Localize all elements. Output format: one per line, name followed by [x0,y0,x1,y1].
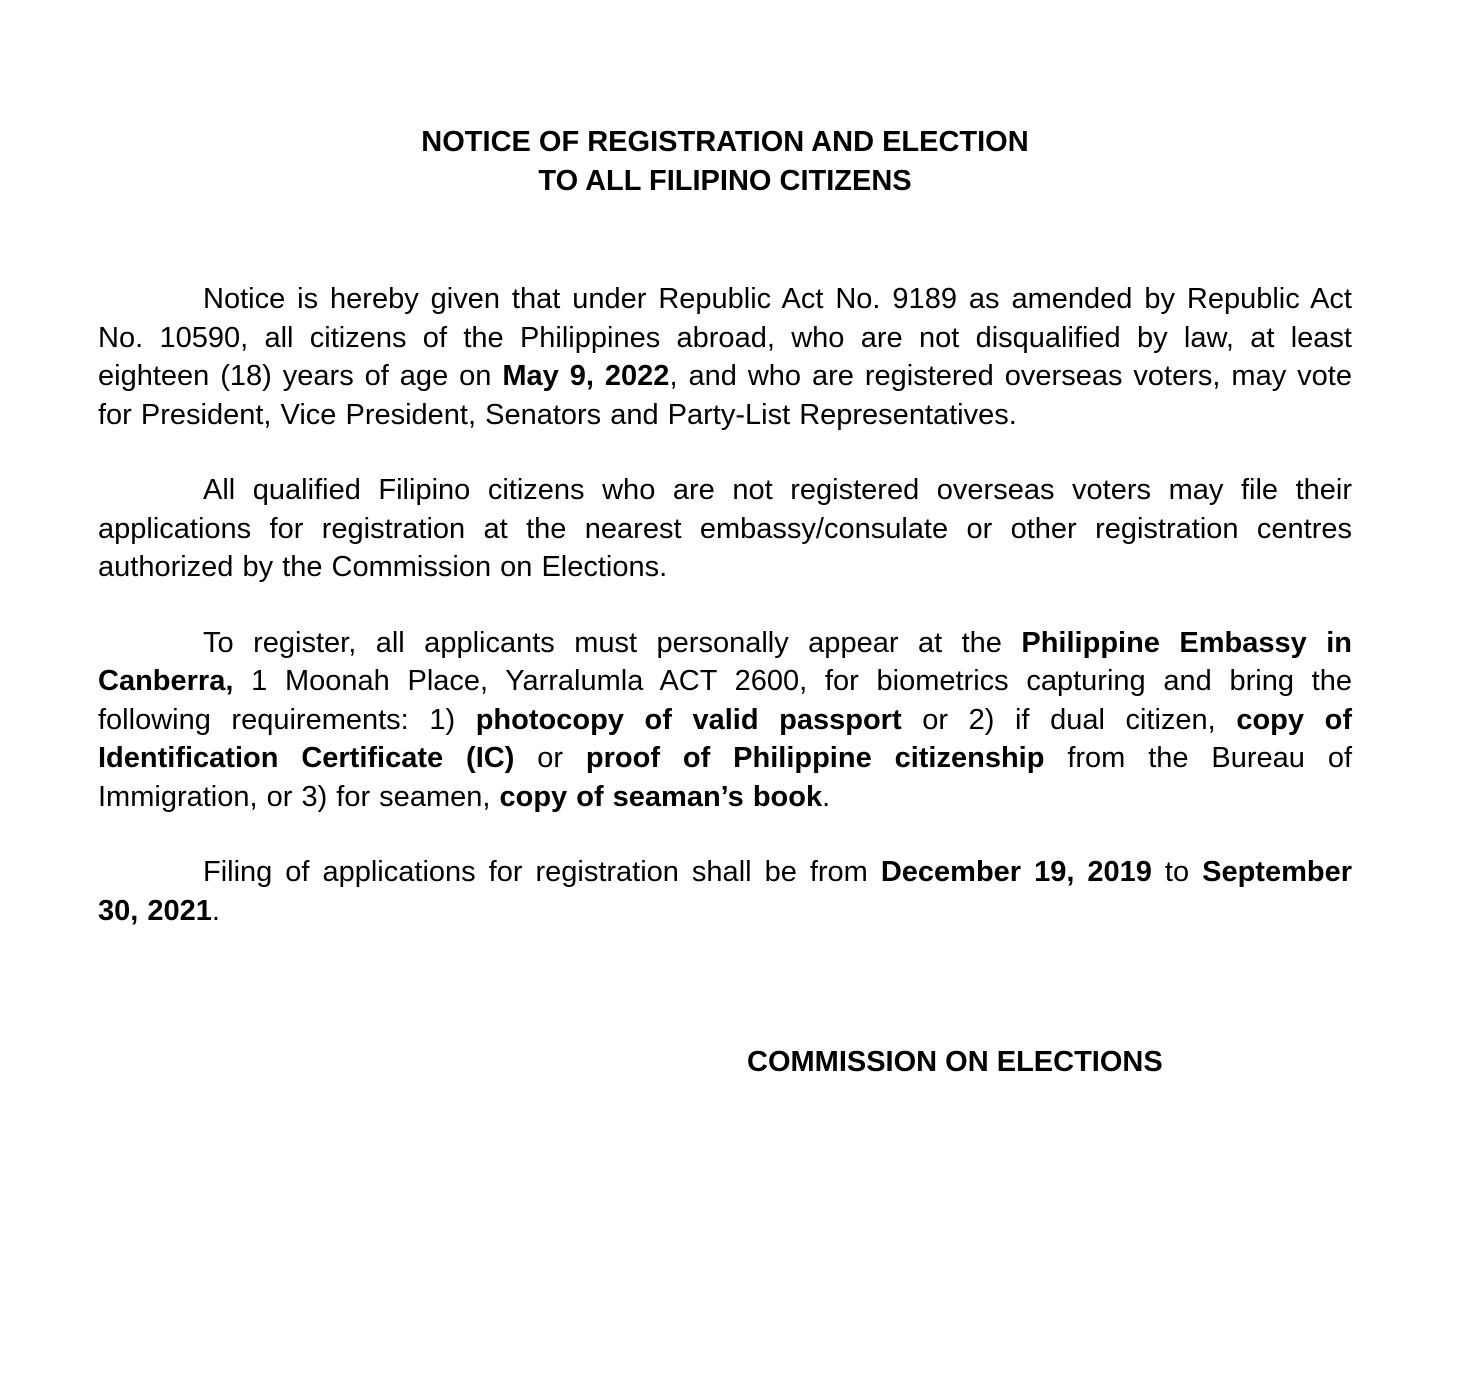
bold-text-run: May 9, 2022 [502,360,670,392]
bold-text-run: copy of seaman’s book [499,780,823,813]
document-title [98,123,1352,200]
paragraph-registration-requirements [98,624,1352,817]
paragraph-filing-period [98,853,1352,930]
bold-text-run: copy of Identification Certificate (IC) [98,703,1352,774]
text-run: , and who are registered overseas voters, may vote for President, Vice President, Senators and Party-List Representatives. [98,360,1352,431]
title-line-1: NOTICE OF REGISTRATION AND ELECTION [421,126,1029,158]
text-run: or [514,742,586,774]
text-run: from the Bureau of Immigration, or 3) for seamen, [98,742,1353,813]
text-run: Filing of applications for registration shall be from [203,856,881,888]
text-run: to [1151,856,1203,888]
text-run: All qualified Filipino citizens who are not registered overseas voters may file their applications for registration at the nearest embassy/consulate or other registration centres authorized by the Commission on Elections. [98,474,1352,583]
bold-text-run: photocopy of valid passport [475,703,902,736]
title-line-2: TO ALL FILIPINO CITIZENS [538,164,912,197]
text-run: 1 Moonah Place, Yarralumla ACT 2600, for biometrics capturing and bring the following requirements: 1) [98,665,1352,736]
signature-commission-on-elections: COMMISSION ON ELECTIONS [747,1046,1163,1078]
bold-text-run: December 19, 2019 [880,856,1152,888]
bold-text-run: Philippine Embassy in Canberra, [98,626,1352,697]
text-run: . [822,780,831,813]
text-run: Notice is hereby given that under Republic Act No. 9189 as amended by Republic Act No. 10590, all citizens of the Philippines abroad, who are not disqualified by law, at least eighteen (18) years of age on [98,283,1352,392]
paragraph-qualified-citizens [98,471,1352,587]
paragraph-notice-given [98,280,1352,434]
document-body [98,280,1352,930]
text-run: or 2) if dual citizen, [901,703,1237,736]
text-run: To register, all applicants must personally appear at the [203,626,1022,659]
text-run: . [211,894,220,927]
bold-text-run: proof of Philippine citizenship [585,742,1045,774]
bold-text-run: September 30, 2021 [98,856,1352,927]
